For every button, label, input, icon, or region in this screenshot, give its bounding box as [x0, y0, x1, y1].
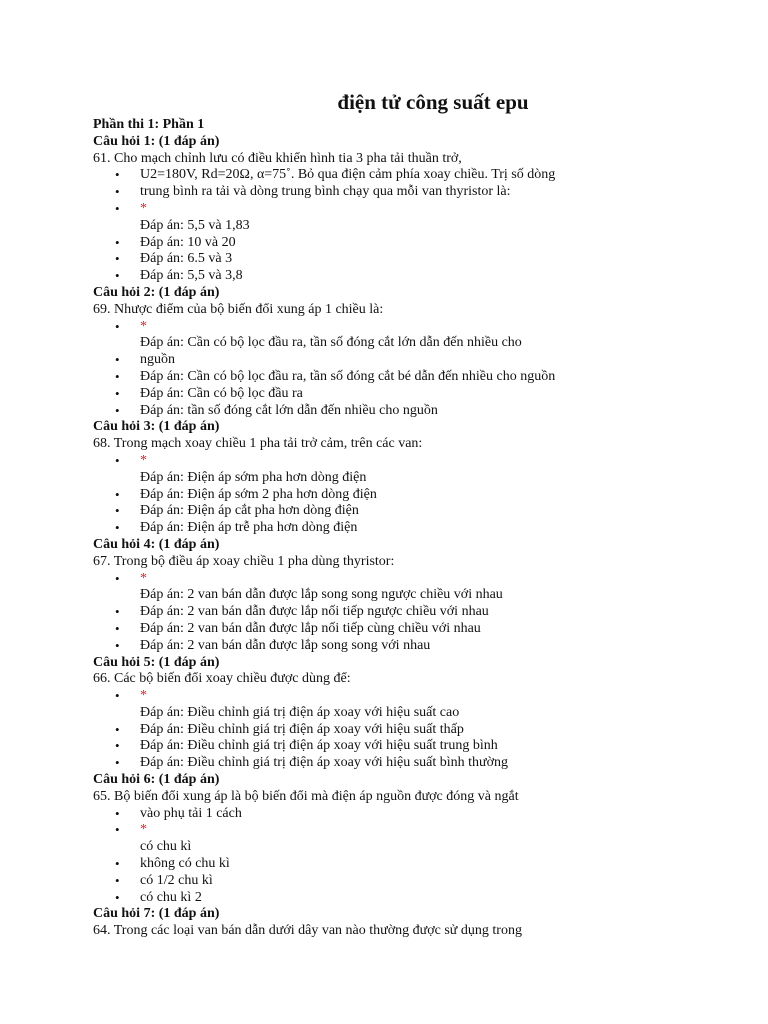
answer-option — [93, 369, 733, 386]
correct-star-icon: * — [140, 318, 147, 334]
answer-option — [93, 352, 733, 369]
answer-option — [93, 487, 733, 504]
question-6-text-line: vào phụ tải 1 cách — [140, 805, 242, 821]
bullet-icon: • — [115, 234, 120, 250]
answer-option — [93, 856, 733, 873]
answer-option — [93, 638, 733, 655]
bullet-icon: • — [115, 486, 120, 502]
list-item — [93, 184, 733, 201]
question-6-options — [93, 806, 733, 840]
correct-star-icon: * — [140, 688, 147, 704]
question-7-stem: 64. Trong các loại van bán dẫn dưới dây van nào thường được sử dụng trong — [93, 923, 522, 939]
question-4-options — [93, 571, 733, 588]
answer-option — [93, 251, 733, 268]
bullet-icon: • — [115, 721, 120, 737]
bullet-icon: • — [115, 318, 120, 334]
correct-star-icon: * — [140, 822, 147, 838]
question-4-correct-answer: Đáp án: 2 van bán dẫn được lắp song song ngược chiều với nhau — [140, 587, 503, 603]
answer-text: có chu kì 2 — [140, 889, 202, 905]
correct-answer-marker — [93, 688, 733, 705]
bullet-icon: • — [115, 452, 120, 468]
bullet-icon: • — [115, 200, 120, 216]
answer-option — [93, 386, 733, 403]
list-item — [93, 167, 733, 184]
answer-text: Đáp án: 5,5 và 3,8 — [140, 268, 243, 284]
question-2-header: Câu hỏi 2: (1 đáp án) — [93, 284, 220, 300]
answer-text: Đáp án: 2 van bán dẫn được lắp song song với nhau — [140, 637, 431, 653]
question-1-other-answers — [93, 235, 733, 285]
question-3-stem: 68. Trong mạch xoay chiều 1 pha tải trở cảm, trên các van: — [93, 436, 423, 452]
bullet-icon: • — [115, 251, 120, 267]
answer-option — [93, 268, 733, 285]
answer-text: Đáp án: Điều chỉnh giá trị điện áp xoay với hiệu suất trung bình — [140, 738, 498, 754]
question-1-stem: 61. Cho mạch chỉnh lưu có điều khiển hình tia 3 pha tải thuần trở, — [93, 150, 462, 166]
bullet-icon: • — [115, 352, 120, 368]
bullet-icon: • — [115, 268, 120, 284]
question-5-correct-answer: Đáp án: Điều chỉnh giá trị điện áp xoay với hiệu suất cao — [140, 704, 460, 720]
question-2-other-answers — [93, 352, 733, 419]
answer-option — [93, 722, 733, 739]
bullet-icon: • — [115, 755, 120, 771]
bullet-icon: • — [115, 503, 120, 519]
answer-text: Đáp án: Điều chỉnh giá trị điện áp xoay với hiệu suất thấp — [140, 721, 464, 737]
question-5-header: Câu hỏi 5: (1 đáp án) — [93, 654, 220, 670]
question-7-header: Câu hỏi 7: (1 đáp án) — [93, 906, 220, 922]
answer-option — [93, 738, 733, 755]
document-page — [93, 84, 733, 940]
bullet-icon: • — [115, 184, 120, 200]
question-1-text-line: trung bình ra tải và dòng trung bình chạy qua mỗi van thyristor là: — [140, 184, 511, 200]
bullet-icon: • — [115, 402, 120, 418]
correct-star-icon: * — [140, 200, 147, 216]
question-6-correct-answer: có chu kì — [140, 839, 192, 855]
question-1-header: Câu hỏi 1: (1 đáp án) — [93, 133, 220, 149]
answer-text: Đáp án: 10 và 20 — [140, 234, 236, 250]
question-3-options — [93, 453, 733, 470]
bullet-icon: • — [115, 167, 120, 183]
correct-answer-marker — [93, 319, 733, 336]
part-heading: Phần thi 1: Phần 1 — [93, 117, 205, 132]
answer-option — [93, 890, 733, 907]
answer-option — [93, 503, 733, 520]
bullet-icon: • — [115, 637, 120, 653]
bullet-icon: • — [115, 889, 120, 905]
correct-answer-marker — [93, 822, 733, 839]
correct-answer-marker — [93, 201, 733, 218]
answer-text: có 1/2 chu kì — [140, 872, 213, 888]
question-5-other-answers — [93, 722, 733, 772]
bullet-icon: • — [115, 570, 120, 586]
question-4-other-answers — [93, 604, 733, 654]
answer-option — [93, 604, 733, 621]
list-item — [93, 806, 733, 823]
bullet-icon: • — [115, 805, 120, 821]
bullet-icon: • — [115, 688, 120, 704]
answer-text: không có chu kì — [140, 856, 230, 872]
question-6-stem: 65. Bộ biến đổi xung áp là bộ biến đổi mà điện áp nguồn được đóng và ngắt — [93, 788, 519, 804]
question-5-options — [93, 688, 733, 705]
question-4-stem: 67. Trong bộ điều áp xoay chiều 1 pha dùng thyristor: — [93, 553, 395, 569]
question-1-correct-answer: Đáp án: 5,5 và 1,83 — [140, 217, 250, 233]
answer-text: Đáp án: Điện áp trễ pha hơn dòng điện — [140, 520, 358, 536]
bullet-icon: • — [115, 620, 120, 636]
answer-text: Đáp án: 2 van bán dẫn được lắp nối tiếp ngược chiều với nhau — [140, 604, 489, 620]
question-4-header: Câu hỏi 4: (1 đáp án) — [93, 536, 220, 552]
answer-option — [93, 235, 733, 252]
answer-text: Đáp án: Cần có bộ lọc đầu ra, tần số đóng cắt bé dẫn đến nhiều cho nguồn — [140, 368, 556, 384]
bullet-icon: • — [115, 872, 120, 888]
bullet-icon: • — [115, 368, 120, 384]
correct-star-icon: * — [140, 452, 147, 468]
question-3-other-answers — [93, 487, 733, 537]
question-5-stem: 66. Các bộ biến đổi xoay chiều được dùng để: — [93, 671, 351, 687]
bullet-icon: • — [115, 385, 120, 401]
document-title: điện tử công suất epu — [337, 90, 529, 114]
question-2-correct-answer: Đáp án: Cần có bộ lọc đầu ra, tần số đóng cắt lớn dẫn đến nhiều cho — [140, 335, 522, 351]
answer-text: Đáp án: Điện áp sớm 2 pha hơn dòng điện — [140, 486, 377, 502]
answer-text: Đáp án: 6.5 và 3 — [140, 251, 233, 267]
answer-option — [93, 755, 733, 772]
correct-star-icon: * — [140, 570, 147, 586]
bullet-icon: • — [115, 738, 120, 754]
question-2-options — [93, 319, 733, 336]
bullet-icon: • — [115, 604, 120, 620]
bullet-icon: • — [115, 856, 120, 872]
correct-answer-marker — [93, 453, 733, 470]
question-1-text-line: U2=180V, Rd=20Ω, α=75˚. Bỏ qua điện cảm phía xoay chiều. Trị số dòng — [140, 167, 556, 183]
question-1-options — [93, 167, 733, 217]
answer-option — [93, 621, 733, 638]
question-3-header: Câu hỏi 3: (1 đáp án) — [93, 419, 220, 435]
question-6-header: Câu hỏi 6: (1 đáp án) — [93, 772, 220, 788]
answer-text: Đáp án: 2 van bán dẫn được lắp nối tiếp cùng chiều với nhau — [140, 620, 481, 636]
answer-option — [93, 873, 733, 890]
bullet-icon: • — [115, 520, 120, 536]
question-2-stem: 69. Nhược điểm của bộ biến đổi xung áp 1 chiều là: — [93, 301, 384, 317]
answer-option — [93, 403, 733, 420]
answer-text: Đáp án: Điều chỉnh giá trị điện áp xoay với hiệu suất bình thường — [140, 755, 509, 771]
answer-text: Đáp án: Cần có bộ lọc đầu ra — [140, 385, 303, 401]
answer-text: Đáp án: Điện áp cắt pha hơn dòng điện — [140, 503, 359, 519]
answer-text: nguồn — [140, 352, 175, 368]
correct-answer-marker — [93, 571, 733, 588]
answer-text: Đáp án: tần số đóng cắt lớn dẫn đến nhiều cho nguồn — [140, 402, 438, 418]
question-3-correct-answer: Đáp án: Điện áp sớm pha hơn dòng điện — [140, 469, 367, 485]
bullet-icon: • — [115, 822, 120, 838]
answer-option — [93, 520, 733, 537]
question-6-other-answers — [93, 856, 733, 906]
